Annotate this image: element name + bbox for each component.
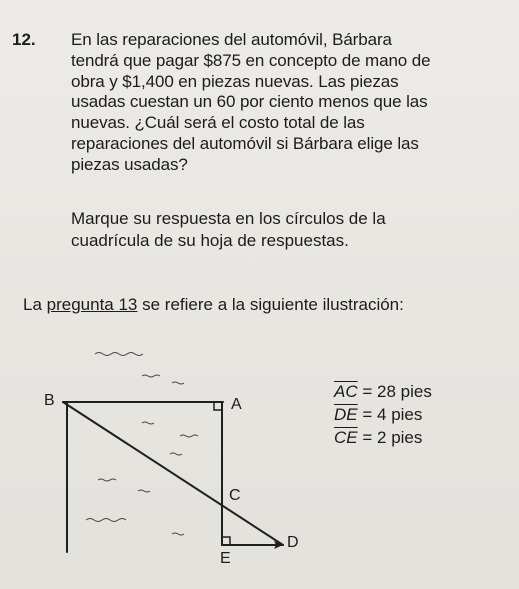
question-line: nuevas. ¿Cuál será el costo total de las xyxy=(71,113,365,133)
figure-intro xyxy=(23,295,404,315)
segment-value: = 2 pies xyxy=(362,428,423,447)
instruction-line: cuadrícula de su hoja de respuestas. xyxy=(71,231,349,250)
intro-question-ref: pregunta 13 xyxy=(46,295,138,314)
question-text xyxy=(71,30,491,176)
question-line: obra y $1,400 en piezas nuevas. Las piezas xyxy=(71,71,399,91)
right-angle-mark-a xyxy=(214,402,222,410)
question-line: piezas usadas? xyxy=(71,154,188,174)
measurement-de xyxy=(334,405,422,425)
answer-instructions xyxy=(71,208,386,252)
segment-value: = 4 pies xyxy=(362,405,423,424)
intro-prefix: La xyxy=(23,295,47,314)
question-line: reparaciones del automóvil si Bárbara elige las xyxy=(71,133,419,153)
label-c: C xyxy=(229,487,241,504)
measurement-ce xyxy=(334,428,422,448)
intro-suffix: se refiere a la siguiente ilustración: xyxy=(137,295,404,314)
question-line: usadas cuestan un 60 por ciento menos que las xyxy=(71,92,428,112)
right-angle-mark-e xyxy=(222,537,230,545)
segment-name: $\overline{AC}$ xyxy=(334,382,358,401)
question-line: En las reparaciones del automóvil, Bárbara xyxy=(71,30,392,49)
river-triangle-figure xyxy=(0,330,519,589)
label-d: D xyxy=(287,534,299,551)
segment-name: $\overline{DE}$ xyxy=(334,405,358,424)
instruction-line: Marque su respuesta en los círculos de la xyxy=(71,209,386,228)
water-waves xyxy=(86,353,198,536)
label-e: E xyxy=(220,550,231,567)
question-line: tendrá que pagar $875 en concepto de mano de xyxy=(71,50,431,70)
measurement-ac xyxy=(334,382,432,402)
segment-name: $\overline{CE}$ xyxy=(334,428,358,447)
segment-value: = 28 pies xyxy=(362,382,432,401)
label-b: B xyxy=(44,392,55,409)
label-a: A xyxy=(231,396,242,413)
segment-bd xyxy=(63,402,283,545)
question-number: 12. xyxy=(12,30,36,49)
